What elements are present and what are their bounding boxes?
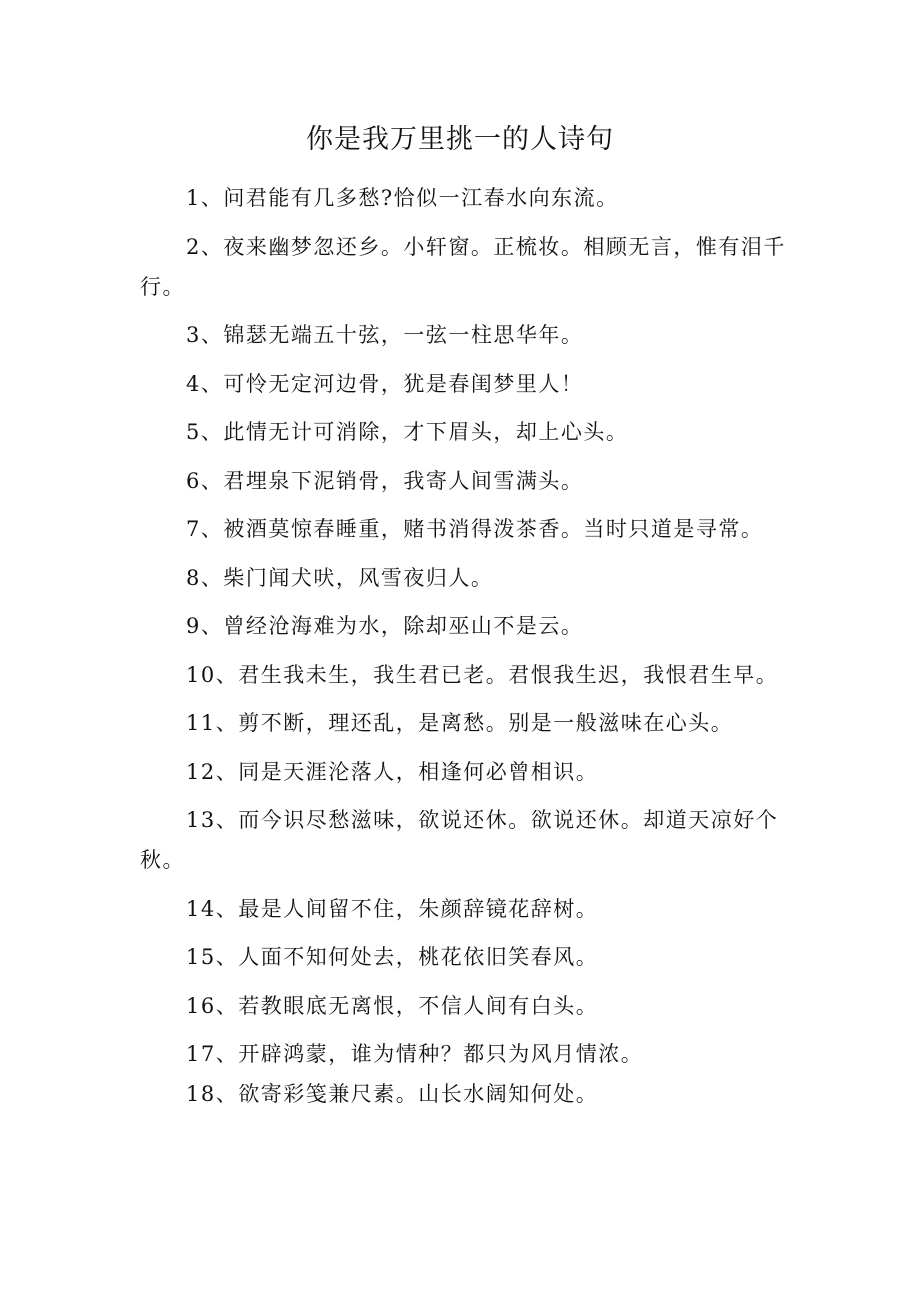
poem-line-7: 7、被酒莫惊春睡重，赌书消得泼茶香。当时只道是寻常。 bbox=[186, 517, 764, 541]
poem-line-17: 17、开辟鸿蒙，谁为情种？都只为风月情浓。 bbox=[186, 1042, 644, 1066]
poem-line-6: 6、君埋泉下泥销骨，我寄人间雪满头。 bbox=[186, 468, 584, 493]
poem-line-2: 2、夜来幽梦忽还乡。小轩窗。正梳妆。相顾无言，惟有泪千行。 bbox=[140, 234, 786, 299]
poem-list bbox=[140, 178, 790, 1123]
poem-line-15: 15、人面不知何处去，桃花依旧笑春风。 bbox=[186, 945, 599, 969]
poem-line-10: 10、君生我未生，我生君已老。君恨我生迟，我恨君生早。 bbox=[186, 662, 779, 687]
poem-line-3: 3、锦瑟无端五十弦，一弦一柱思华年。 bbox=[186, 323, 584, 347]
poem-line-18: 18、欲寄彩笺兼尺素。山长水阔知何处。 bbox=[186, 1082, 599, 1106]
poem-line-1: 1、问君能有几多愁?恰似一江春水向东流。 bbox=[186, 186, 619, 210]
poem-line-5: 5、此情无计可消除，才下眉头，却上心头。 bbox=[186, 420, 629, 444]
poem-line-16: 16、若教眼底无离恨，不信人间有白头。 bbox=[186, 993, 599, 1018]
poem-line-4: 4、可怜无定河边骨，犹是春闺梦里人！ bbox=[186, 371, 584, 396]
page-title: 你是我万里挑一的人诗句 bbox=[306, 124, 614, 155]
poem-line-9: 9、曾经沧海难为水，除却巫山不是云。 bbox=[186, 614, 584, 638]
poem-line-12: 12、同是天涯沦落人，相逢何必曾相识。 bbox=[186, 759, 599, 784]
poem-line-13: 13、而今识尽愁滋味，欲说还休。欲说还休。却道天凉好个秋。 bbox=[140, 808, 779, 872]
poem-line-14: 14、最是人间留不住，朱颜辞镜花辞树。 bbox=[186, 896, 599, 921]
poem-line-11: 11、剪不断，理还乱，是离愁。别是一般滋味在心头。 bbox=[186, 711, 734, 735]
poem-line-8: 8、柴门闻犬吠，风雪夜归人。 bbox=[186, 565, 494, 590]
